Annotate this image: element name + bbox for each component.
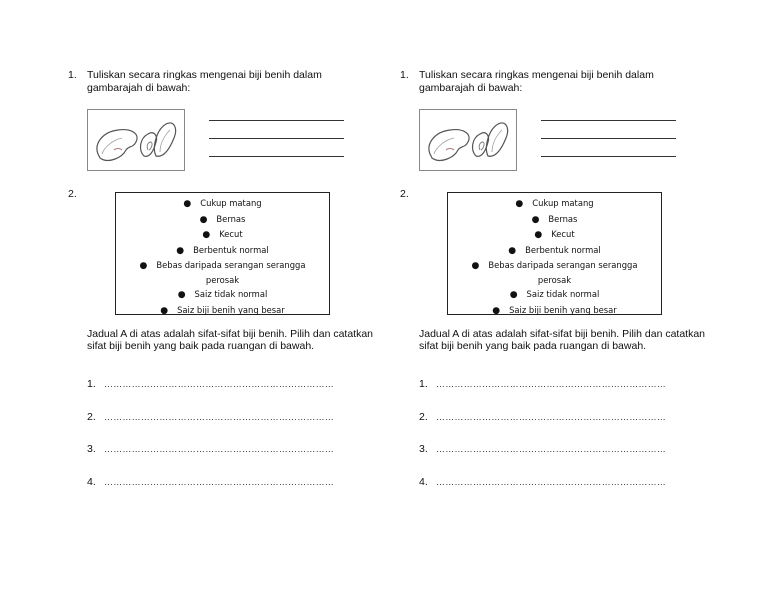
- property-item: ● Cukup matang: [116, 196, 329, 212]
- seed-properties-table: [447, 192, 662, 315]
- bullet-icon: ●: [199, 214, 208, 225]
- answer-row[interactable]: 2. …………………………………………………………………: [87, 411, 334, 423]
- answer-line[interactable]: [541, 156, 676, 157]
- bullet-icon: ●: [531, 214, 540, 225]
- property-item: ● Saiz tidak normal: [116, 287, 329, 303]
- property-item-continuation: perosak: [537, 274, 572, 285]
- bullet-icon: ●: [509, 289, 518, 300]
- answer-line[interactable]: [209, 138, 344, 139]
- bullet-icon: ●: [202, 230, 211, 241]
- property-item: ● Bebas daripada serangan serangga: [116, 258, 329, 274]
- bean-seed-illustration-icon: [87, 109, 185, 171]
- worksheet-left: [68, 0, 388, 594]
- property-item: ● Bernas: [116, 212, 329, 228]
- seed-properties-table: [115, 192, 330, 315]
- answer-line[interactable]: [541, 120, 676, 121]
- bullet-icon: ●: [508, 245, 517, 256]
- bullet-icon: ●: [183, 199, 192, 209]
- question-1-text: Tuliskan secara ringkas mengenai biji benih dalam gambarajah di bawah:: [419, 69, 654, 94]
- answer-row[interactable]: 1. …………………………………………………………………: [419, 378, 666, 390]
- worksheet-right: [400, 0, 720, 594]
- property-item: ● Bernas: [448, 212, 661, 228]
- bullet-icon: ●: [160, 305, 169, 316]
- property-item: ● Saiz biji benih yang besar: [448, 303, 661, 319]
- bean-seed-illustration-icon: [419, 109, 517, 171]
- answer-row[interactable]: 1. …………………………………………………………………: [87, 378, 334, 390]
- question-1-number: 1.: [68, 69, 77, 81]
- answer-row[interactable]: 2. …………………………………………………………………: [419, 411, 666, 423]
- bullet-icon: ●: [515, 199, 524, 209]
- answer-line[interactable]: [209, 156, 344, 157]
- question-2-instruction: Jadual A di atas adalah sifat-sifat biji benih. Pilih dan catatkan sifat biji benih yang baik pada ruangan di bawah.: [87, 328, 374, 352]
- property-item: ● Cukup matang: [448, 196, 661, 212]
- question-2-instruction: Jadual A di atas adalah sifat-sifat biji benih. Pilih dan catatkan sifat biji benih yang baik pada ruangan di bawah.: [419, 328, 706, 352]
- answer-line[interactable]: [209, 120, 344, 121]
- question-1-number: 1.: [400, 69, 409, 81]
- property-item: ● Berbentuk normal: [116, 243, 329, 259]
- property-item: ● Kecut: [448, 227, 661, 243]
- answer-line[interactable]: [541, 138, 676, 139]
- property-item: ● Kecut: [116, 227, 329, 243]
- question-1-text: Tuliskan secara ringkas mengenai biji benih dalam gambarajah di bawah:: [87, 69, 322, 94]
- question-2-number: 2.: [400, 188, 409, 200]
- question-2-number: 2.: [68, 188, 77, 200]
- property-item: ● Saiz tidak normal: [448, 287, 661, 303]
- property-item: ● Bebas daripada serangan serangga: [448, 258, 661, 274]
- property-item: ● Berbentuk normal: [448, 243, 661, 259]
- property-item-continuation: perosak: [205, 274, 240, 285]
- bullet-icon: ●: [534, 230, 543, 241]
- answer-row[interactable]: 4. …………………………………………………………………: [419, 476, 666, 488]
- answer-row[interactable]: 4. …………………………………………………………………: [87, 476, 334, 488]
- answer-row[interactable]: 3. …………………………………………………………………: [419, 443, 666, 455]
- answer-row[interactable]: 3. …………………………………………………………………: [87, 443, 334, 455]
- bullet-icon: ●: [471, 261, 480, 272]
- bullet-icon: ●: [176, 245, 185, 256]
- bullet-icon: ●: [177, 289, 186, 300]
- bullet-icon: ●: [139, 261, 148, 272]
- bullet-icon: ●: [492, 305, 501, 316]
- property-item: ● Saiz biji benih yang besar: [116, 303, 329, 319]
